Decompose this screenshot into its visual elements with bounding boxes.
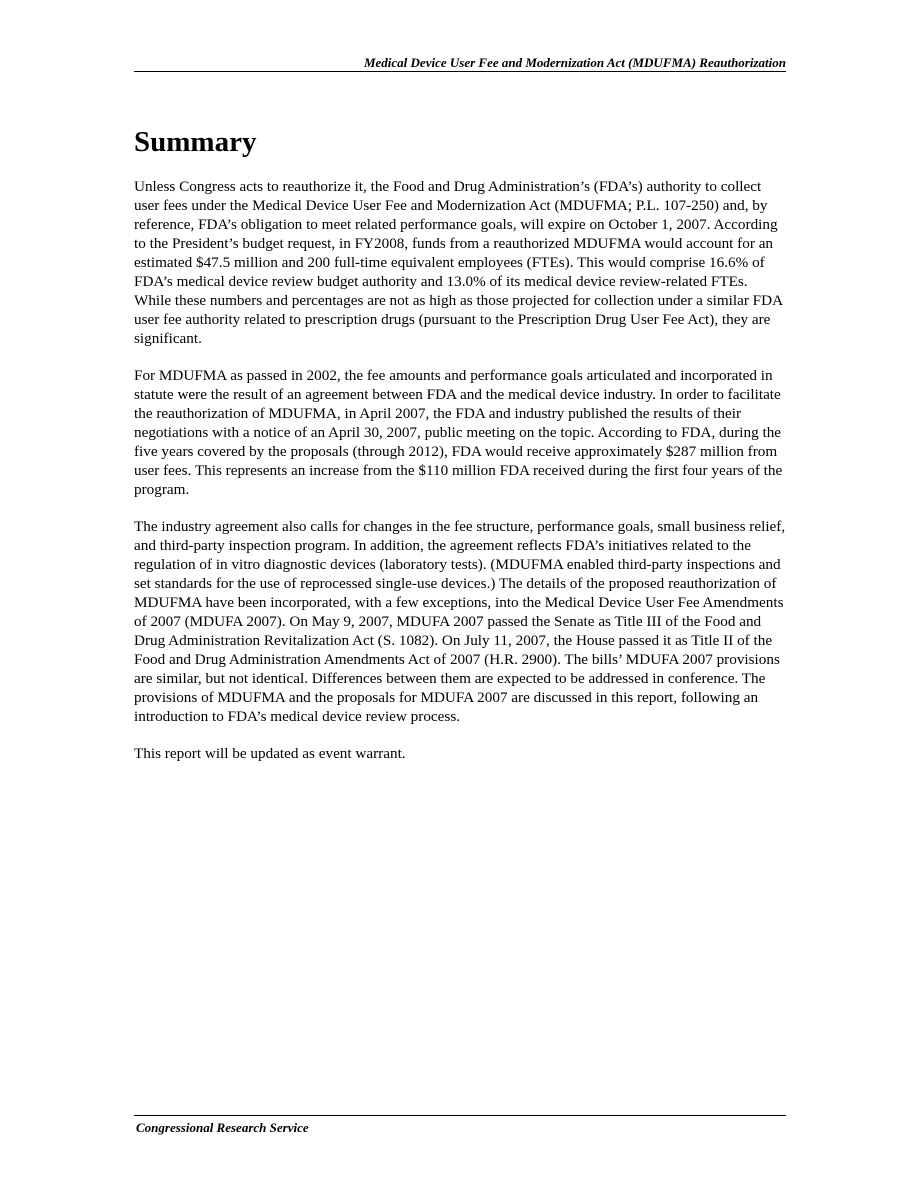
summary-paragraph-1: Unless Congress acts to reauthorize it, the Food and Drug Administration’s (FDA’s) authority to collect user fees under the Medical Device User Fee and Modernization Act (MDUFMA; P.L. 107-250) and, by reference, FDA’s obligation to meet related performance goals, will expire on October 1, 2007. According to the President’s budget request, in FY2008, funds from a reauthorized MDUFMA would account for an estimated $47.5 million and 200 full-time equivalent employees (FTEs). This would comprise 16.6% of FDA’s medical device review budget authority and 13.0% of its medical device review-related FTEs. While these numbers and percentages are not as high as those projected for collection under a similar FDA user fee authority related to prescription drugs (pursuant to the Prescription Drug User Fee Act), they are significant. [134, 178, 783, 347]
header-divider [134, 71, 786, 72]
running-header: Medical Device User Fee and Modernization Act (MDUFMA) Reauthorization [363, 55, 786, 70]
running-footer: Congressional Research Service [136, 1120, 309, 1135]
summary-paragraph-4: This report will be updated as event warrant. [134, 745, 406, 762]
summary-body [134, 177, 786, 781]
summary-paragraph-3: The industry agreement also calls for changes in the fee structure, performance goals, small business relief, and third-party inspection program. In addition, the agreement reflects FDA’s initiatives related to the regulation of in vitro diagnostic devices (laboratory tests). (MDUFMA enabled third-party inspections and set standards for the use of reprocessed single-use devices.) The details of the proposed reauthorization of MDUFMA have been incorporated, with a few exceptions, into the Medical Device User Fee Amendments of 2007 (MDUFA 2007). On May 9, 2007, MDUFA 2007 passed the Senate as Title III of the Food and Drug Administration Revitalization Act (S. 1082). On July 11, 2007, the House passed it as Title II of the Food and Drug Administration Amendments Act of 2007 (H.R. 2900). The bills’ MDUFA 2007 provisions are similar, but not identical. Differences between them are expected to be addressed in conference. The provisions of MDUFMA and the proposals for MDUFA 2007 are discussed in this report, following an introduction to FDA’s medical device review process. [134, 518, 786, 725]
summary-paragraph-2: For MDUFMA as passed in 2002, the fee amounts and performance goals articulated and incorporated in statute were the result of an agreement between FDA and the medical device industry. In order to facilitate the reauthorization of MDUFMA, in April 2007, the FDA and industry published the results of their negotiations with a notice of an April 30, 2007, public meeting on the topic. According to FDA, during the five years covered by the proposals (through 2012), FDA would receive approximately $287 million from user fees. This represents an increase from the $110 million FDA received during the first four years of the program. [134, 367, 783, 498]
footer-divider [134, 1115, 786, 1116]
summary-heading: Summary [134, 126, 257, 158]
